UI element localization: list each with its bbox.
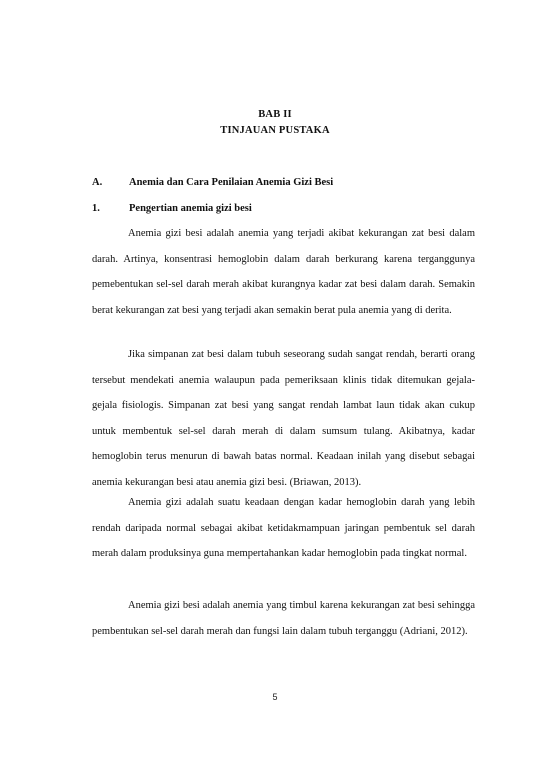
chapter-title: TINJAUAN PUSTAKA	[220, 125, 330, 136]
subsection-title: Pengertian anemia gizi besi	[129, 203, 252, 214]
section-label: A.	[92, 177, 103, 188]
chapter-number: BAB II	[258, 109, 292, 120]
section-title: Anemia dan Cara Penilaian Anemia Gizi Besi	[129, 177, 334, 188]
paragraph: Anemia gizi besi adalah anemia yang terjadi akibat kekurangan zat besi dalam darah. Artinya, konsentrasi hemoglobin dalam darah berkurang karena terganggunya pemebentukan sel-sel darah merah akibat kurangnya kadar zat besi dalam darah. Semakin berat kekurangan zat besi yang terjadi akan semakin berat pula anemia yang di derita.	[92, 228, 475, 316]
section-heading	[92, 177, 333, 188]
paragraph: Anemia gizi besi adalah anemia yang timbul karena kekurangan zat besi sehingga pembentukan sel-sel darah merah dan fungsi lain dalam tubuh terganggu (Adriani, 2012).	[92, 600, 475, 637]
paragraph-4-block	[92, 593, 475, 644]
paragraph-1-block	[92, 221, 475, 323]
paragraph-3-block	[92, 490, 475, 567]
paragraph-2-block	[92, 342, 475, 496]
paragraph: Jika simpanan zat besi dalam tubuh seseorang sudah sangat rendah, berarti orang tersebut mendekati anemia walaupun pada pemeriksaan klinis tidak ditemukan gejala-gejala fisiologis. Simpanan zat besi yang sangat rendah lambat laun tidak akan cukup untuk membentuk sel-sel darah merah di dalam sumsum tulang. Akibatnya, kadar hemoglobin terus menurun di bawah batas normal. Keadaan inilah yang disebut sebagai anemia kekurangan besi atau anemia gizi besi. (Briawan, 2013).	[92, 349, 475, 488]
page-number: 5	[272, 692, 278, 702]
subsection-heading	[92, 203, 252, 214]
paragraph: Anemia gizi adalah suatu keadaan dengan kadar hemoglobin darah yang lebih rendah daripada normal sebagai akibat ketidakmampuan jaringan pembentuk sel darah merah dalam produksinya guna mempertahankan kadar hemoglobin pada tingkat normal.	[92, 497, 475, 560]
subsection-label: 1.	[92, 203, 100, 214]
